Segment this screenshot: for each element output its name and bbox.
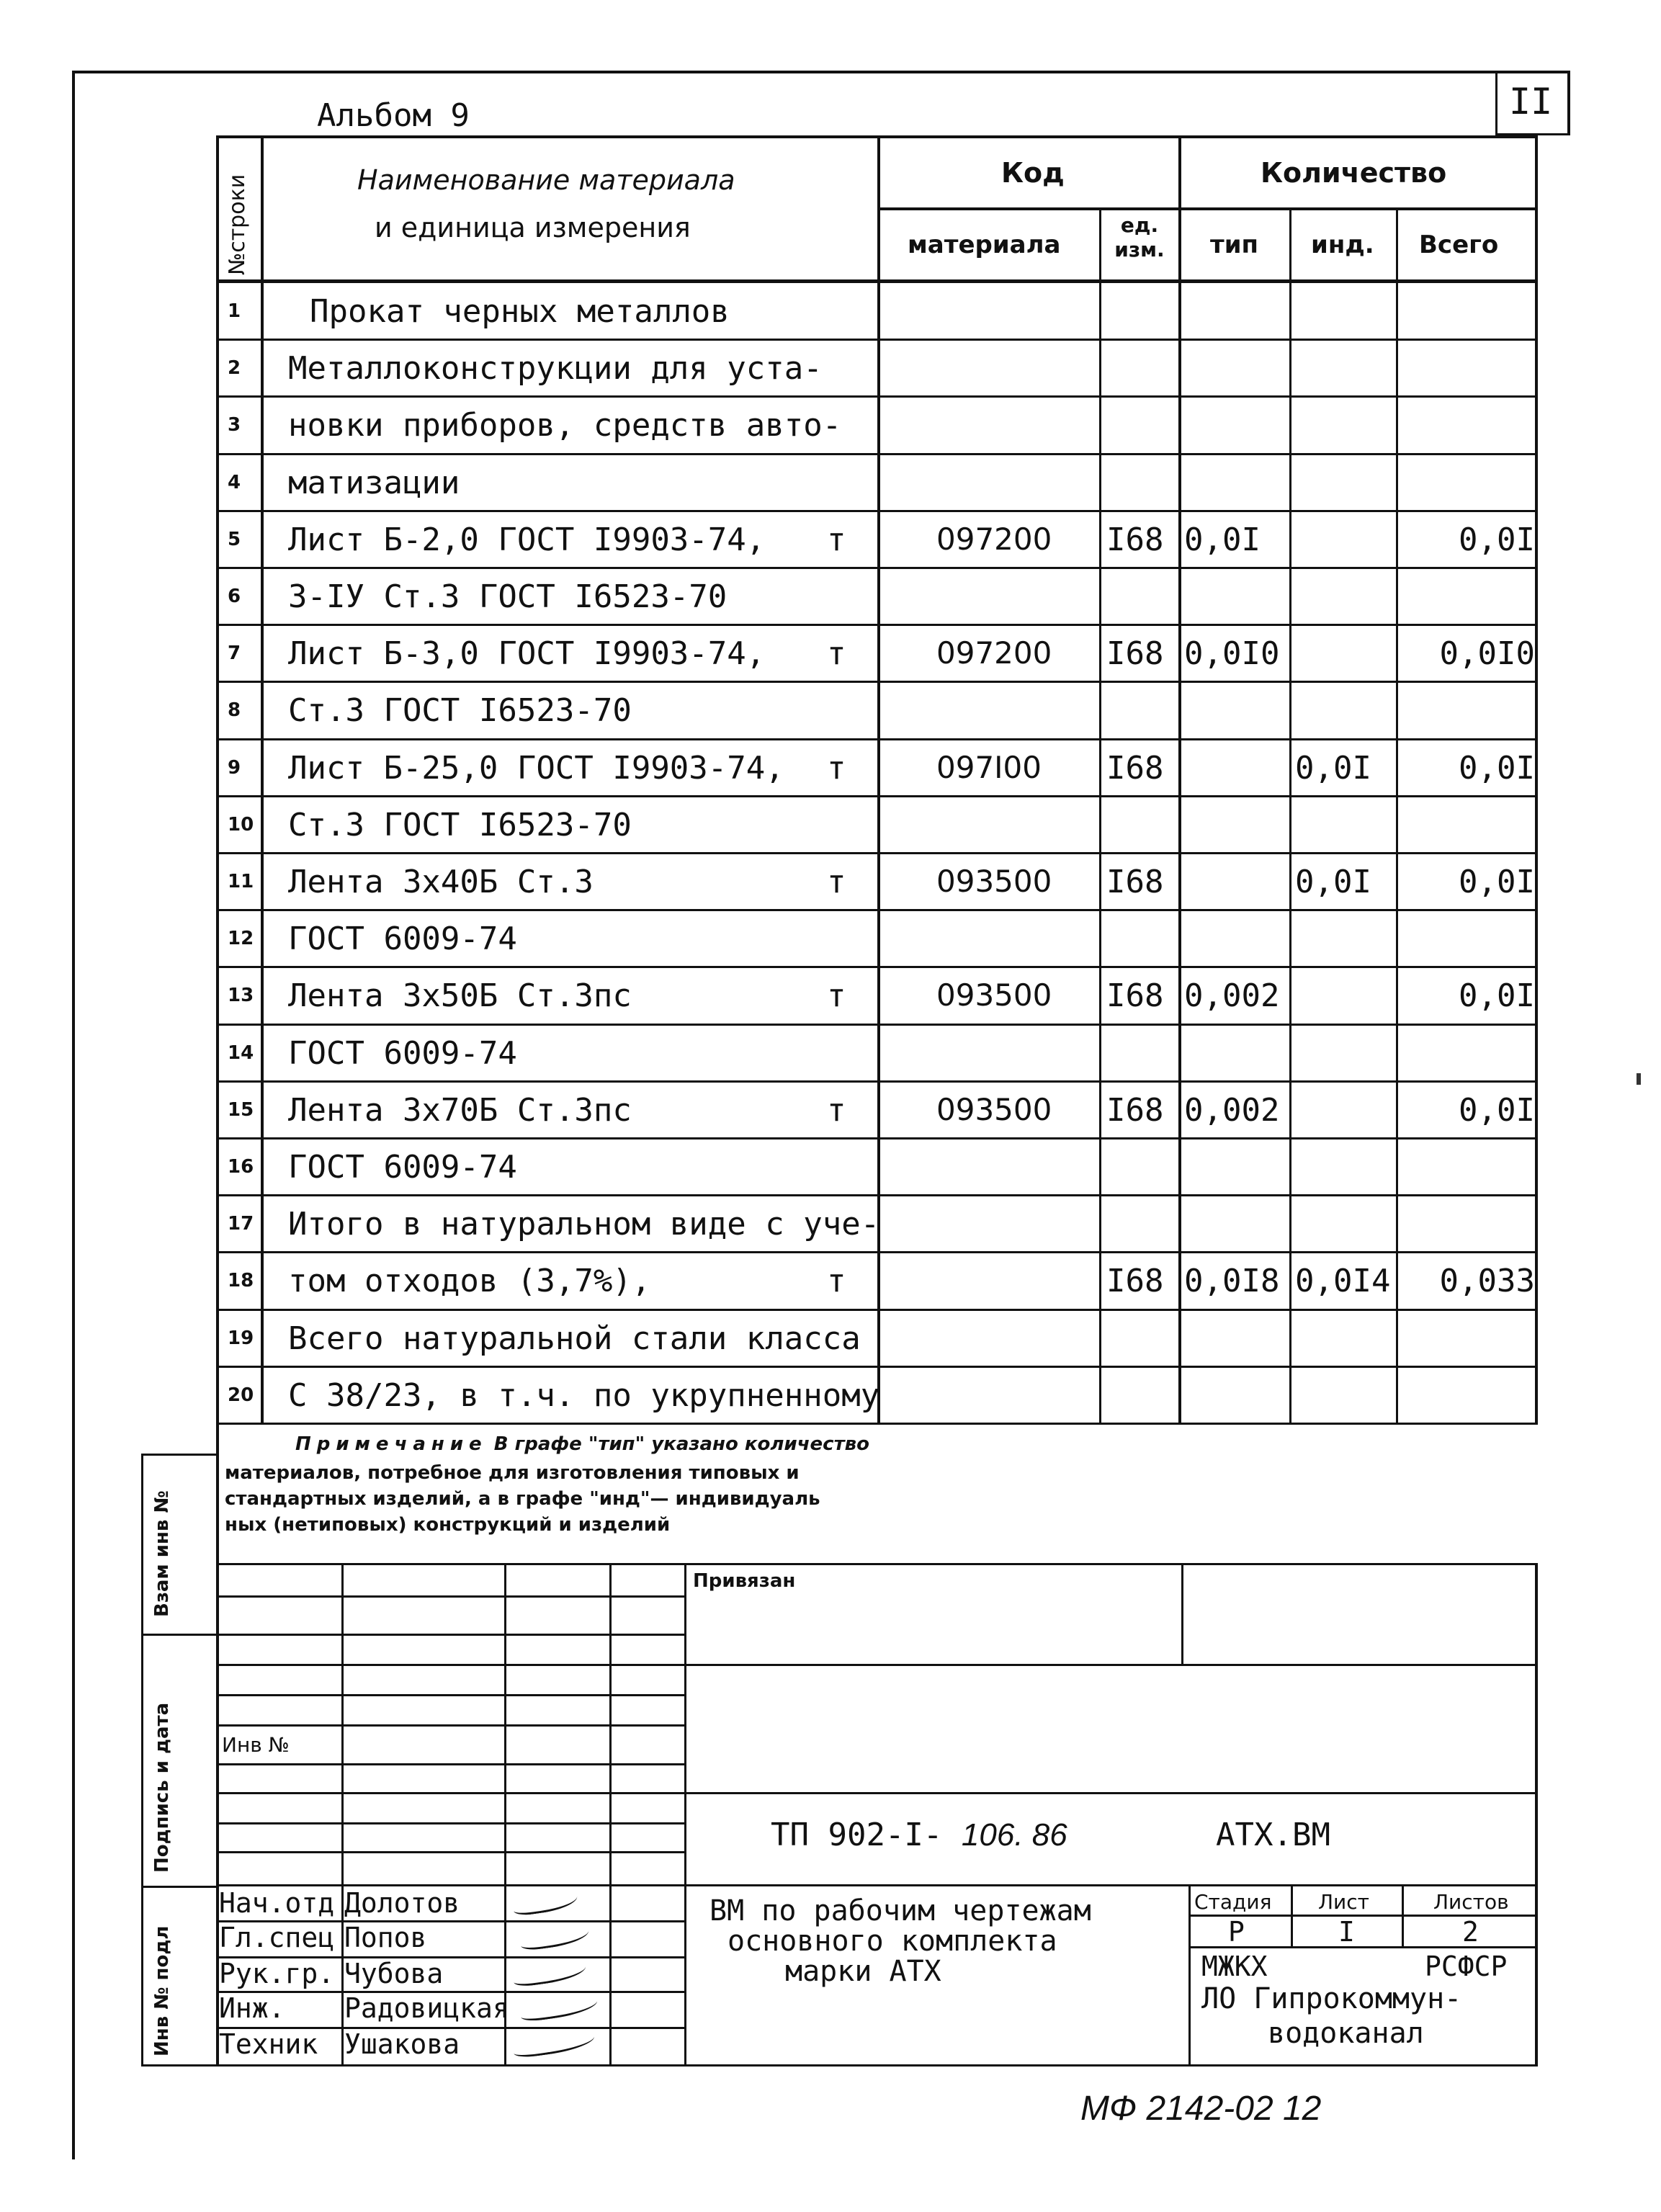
- org-line-1-left: МЖКХ: [1201, 1951, 1268, 1982]
- scan-mark: [1637, 1073, 1641, 1085]
- row-name: Ст.3 ГОСТ I6523-70: [288, 807, 632, 843]
- row-unit-code: I68: [1106, 977, 1164, 1014]
- row-line: [216, 510, 1538, 512]
- doc-code-handwritten: 106. 86: [961, 1817, 1067, 1853]
- side-label-podpis: Подпись и дата: [151, 1702, 173, 1873]
- side-label-inv-podl: Инв № подл: [151, 1925, 173, 2056]
- row-line: [216, 1137, 1538, 1139]
- row-unit-letter: т: [827, 750, 846, 787]
- row-line: [216, 966, 1538, 968]
- row-name: ГОСТ 6009-74: [288, 921, 517, 957]
- desc-line-2: основного комплекта: [727, 1925, 1057, 1958]
- row-unit-code: I68: [1106, 635, 1164, 672]
- row-line: [216, 1423, 1538, 1425]
- row-number: 4: [228, 472, 241, 493]
- tb-left-row-6: [216, 1763, 684, 1765]
- person-role: Гл.спец: [219, 1922, 335, 1953]
- signature: [512, 2028, 596, 2059]
- desc-line-1: ВМ по рабочим чертежам: [709, 1894, 1091, 1927]
- row-code: 093500: [936, 977, 1052, 1013]
- row-unit-letter: т: [827, 1263, 846, 1299]
- row-qty-ind: 0,0I: [1295, 864, 1371, 900]
- row-unit-letter: т: [827, 864, 846, 900]
- total-header: Всего: [1419, 230, 1499, 259]
- note-line2: материалов, потребное для изготовления типовых и: [225, 1462, 800, 1484]
- privyazan-label: Привязан: [693, 1570, 796, 1592]
- stage-label: Стадия: [1194, 1890, 1272, 1914]
- side-sep-3: [141, 1886, 216, 1888]
- stage-box-left: [1188, 1884, 1191, 2064]
- row-code: 093500: [936, 1092, 1052, 1127]
- row-name: Металлоконструкции для уста-: [288, 350, 823, 387]
- row-number: 9: [228, 757, 241, 779]
- row-number: 16: [228, 1156, 254, 1178]
- row-line: [216, 1366, 1538, 1368]
- signature: [512, 1958, 588, 1988]
- tb-left-row-2: [216, 1634, 684, 1636]
- col-line-total: [1396, 209, 1398, 1425]
- row-qty-type: 0,0I: [1184, 521, 1261, 558]
- row-number: 11: [228, 871, 254, 892]
- row-name: Лист Б-25,0 ГОСТ I9903-74,: [288, 750, 784, 787]
- row-line: [216, 852, 1538, 854]
- row-code: 093500: [936, 864, 1052, 899]
- row-unit-code: I68: [1106, 864, 1164, 900]
- row-name: новки приборов, средств авто-: [288, 407, 842, 444]
- desc-line-3: марки АТХ: [785, 1955, 941, 1988]
- frame-top: [72, 71, 1570, 73]
- row-qty-type: 0,002: [1184, 1092, 1280, 1129]
- row-number: 5: [228, 529, 241, 550]
- row-qty-total: 0,0I: [1459, 1092, 1535, 1129]
- row-unit-code: I68: [1106, 1263, 1164, 1299]
- row-name: Лист Б-3,0 ГОСТ I9903-74,: [288, 635, 766, 672]
- row-name: матизации: [288, 465, 460, 501]
- row-number: 13: [228, 985, 254, 1006]
- tb-left-row-9: [216, 1851, 684, 1853]
- row-number: 15: [228, 1099, 254, 1121]
- album-title: Альбом 9: [317, 97, 470, 134]
- row-qty-ind: 0,0I: [1295, 750, 1371, 787]
- side-sep-1: [141, 1454, 216, 1456]
- org-line-2: ЛО Гипрокоммун-: [1201, 1982, 1462, 2015]
- stage-box-col-2: [1402, 1884, 1404, 1948]
- row-qty-type: 0,0I0: [1184, 635, 1280, 672]
- row-line: [216, 1251, 1538, 1253]
- note-line3: стандартных изделий, а в графе "инд"— индивидуаль: [225, 1488, 820, 1510]
- row-number: 19: [228, 1327, 254, 1349]
- tb-col-4: [684, 1563, 686, 2066]
- name-header-line2: и единица измерения: [375, 212, 691, 243]
- row-name: Ст.3 ГОСТ I6523-70: [288, 692, 632, 729]
- row-line: [216, 1309, 1538, 1311]
- col-line-qty: [1178, 135, 1181, 1425]
- person-name: Попов: [344, 1922, 427, 1953]
- material-header: материала: [908, 230, 1061, 259]
- person-name: Долотов: [344, 1887, 460, 1919]
- stage-value: Р: [1228, 1916, 1245, 1948]
- note-label: Примечание: [295, 1433, 488, 1455]
- row-name: Лента 3х40Б Ст.3: [288, 864, 594, 900]
- row-qty-total: 0,0I: [1459, 864, 1535, 900]
- row-unit-code: I68: [1106, 1092, 1164, 1129]
- col-line-name: [261, 135, 264, 1425]
- person-name: Ушакова: [344, 2028, 460, 2060]
- footer-code: МФ 2142-02 12: [1080, 2090, 1322, 2128]
- row-line: [216, 339, 1538, 341]
- row-number: 20: [228, 1384, 254, 1406]
- col-line-unit: [1099, 209, 1101, 1425]
- tb-right: [1535, 1563, 1538, 2066]
- row-code: 097200: [936, 635, 1052, 671]
- signature: [519, 1993, 599, 2023]
- sheets-value: 2: [1462, 1916, 1479, 1948]
- row-line: [216, 395, 1538, 398]
- sheet-value: I: [1338, 1916, 1355, 1948]
- row-number: 6: [228, 586, 241, 607]
- row-name: Лента 3х50Б Ст.3пс: [288, 977, 632, 1014]
- tb-privyazan-bottom: [216, 1664, 1538, 1666]
- row-unit-letter: т: [827, 635, 846, 672]
- row-number: 3: [228, 414, 241, 436]
- row-number: 12: [228, 928, 254, 949]
- row-line: [216, 567, 1538, 569]
- side-label-vzam: Взам инв №: [151, 1490, 173, 1617]
- row-qty-ind: 0,0I4: [1295, 1263, 1391, 1299]
- header-subline: [877, 207, 1538, 210]
- row-qty-total: 0,0I: [1459, 750, 1535, 787]
- note-line4: ных (нетиповых) конструкций и изделий: [225, 1514, 671, 1536]
- table-right: [1535, 135, 1538, 1425]
- tb-code-top: [216, 1792, 1538, 1794]
- sheet-label: Лист: [1318, 1890, 1369, 1914]
- row-qty-total: 0,0I0: [1439, 635, 1535, 672]
- row-no-header: №строки: [225, 174, 250, 275]
- header-bottom: [216, 279, 1538, 283]
- signature: [519, 1922, 591, 1951]
- sheets-label: Листов: [1433, 1890, 1509, 1914]
- table-left: [216, 135, 219, 1425]
- row-unit-code: I68: [1106, 521, 1164, 558]
- tb-line-top: [216, 1563, 1538, 1565]
- note-text-1: В графе "тип" указано количество: [493, 1433, 869, 1455]
- row-name: Всего натуральной стали класса: [288, 1320, 861, 1357]
- row-line: [216, 1194, 1538, 1196]
- quantity-header: Количество: [1261, 157, 1447, 189]
- row-name: ГОСТ 6009-74: [288, 1149, 517, 1186]
- row-number: 8: [228, 699, 241, 721]
- row-qty-type: 0,0I8: [1184, 1263, 1280, 1299]
- row-line: [216, 1080, 1538, 1083]
- row-name: 3-IУ Ст.3 ГОСТ I6523-70: [288, 578, 727, 615]
- row-line: [216, 738, 1538, 740]
- row-number: 18: [228, 1270, 254, 1291]
- doc-mark: АТХ.ВМ: [1216, 1817, 1330, 1853]
- ind-header: инд.: [1311, 230, 1374, 259]
- side-col-left: [141, 1454, 143, 2066]
- row-unit-code: I68: [1106, 750, 1164, 787]
- row-name: ГОСТ 6009-74: [288, 1035, 517, 1072]
- row-name: Прокат черных металлов: [310, 293, 730, 330]
- row-line: [216, 1024, 1538, 1026]
- row-line: [216, 795, 1538, 797]
- row-line: [216, 909, 1538, 911]
- row-number: 2: [228, 357, 241, 379]
- row-qty-total: 0,033: [1439, 1263, 1535, 1299]
- row-line: [216, 453, 1538, 455]
- row-name: том отходов (3,7%),: [288, 1263, 651, 1299]
- row-number: 1: [228, 300, 241, 322]
- org-line-1-right: РСФСР: [1425, 1951, 1508, 1982]
- person-role: Нач.отд: [219, 1887, 335, 1919]
- tb-bottom: [216, 2064, 1538, 2067]
- person-name: Радовицкая: [344, 1992, 509, 2024]
- row-code: 097I00: [936, 750, 1042, 785]
- signature: [512, 1889, 579, 1917]
- row-name: С 38/23, в т.ч. по укрупненному: [288, 1377, 880, 1414]
- row-line: [216, 681, 1538, 683]
- person-role: Техник: [219, 2028, 318, 2060]
- unit-header: ед. изм.: [1114, 213, 1165, 261]
- tb-left-row-1: [216, 1595, 684, 1598]
- org-line-3: водоканал: [1268, 2017, 1424, 2050]
- person-name: Чубова: [344, 1958, 444, 1989]
- row-number: 17: [228, 1213, 254, 1235]
- frame-right: [1567, 71, 1570, 135]
- stage-box-col-1: [1291, 1884, 1293, 1948]
- code-header: Код: [1001, 157, 1065, 189]
- row-name: Лист Б-2,0 ГОСТ I9903-74,: [288, 521, 766, 558]
- row-qty-total: 0,0I: [1459, 977, 1535, 1014]
- side-sep-4: [141, 2064, 216, 2067]
- row-qty-total: 0,0I: [1459, 521, 1535, 558]
- row-number: 7: [228, 642, 241, 664]
- tb-left-row-4: [216, 1694, 684, 1696]
- row-number: 14: [228, 1042, 254, 1064]
- corner-box-left: [1495, 71, 1497, 135]
- person-role: Инж.: [219, 1992, 285, 2024]
- name-header-line1: Наименование материала: [357, 164, 735, 196]
- doc-code-printed: ТП 902-I-: [771, 1817, 943, 1853]
- row-code: 097200: [936, 521, 1052, 557]
- tb-left-row-8: [216, 1822, 684, 1824]
- frame-left: [72, 71, 75, 2159]
- row-unit-letter: т: [827, 521, 846, 558]
- side-sep-2: [141, 1634, 216, 1636]
- doc-code: [771, 1817, 1067, 1853]
- tb-people-top: [216, 1884, 1538, 1886]
- row-line: [216, 624, 1538, 626]
- row-name: Лента 3х70Б Ст.3пс: [288, 1092, 632, 1129]
- inv-no-label: Инв №: [222, 1733, 290, 1757]
- row-unit-letter: т: [827, 977, 846, 1014]
- row-name: Итого в натуральном виде с уче-: [288, 1206, 880, 1242]
- row-unit-letter: т: [827, 1092, 846, 1129]
- row-number: 10: [228, 814, 254, 836]
- person-role: Рук.гр.: [219, 1958, 335, 1989]
- tb-left-row-5: [216, 1724, 684, 1727]
- note-line1: [295, 1433, 869, 1455]
- sheet-corner-number: II: [1509, 81, 1553, 122]
- col-line-ind: [1289, 209, 1291, 1425]
- tb-col-privyazan: [1181, 1563, 1183, 1664]
- type-header: тип: [1210, 230, 1259, 259]
- row-qty-type: 0,002: [1184, 977, 1280, 1014]
